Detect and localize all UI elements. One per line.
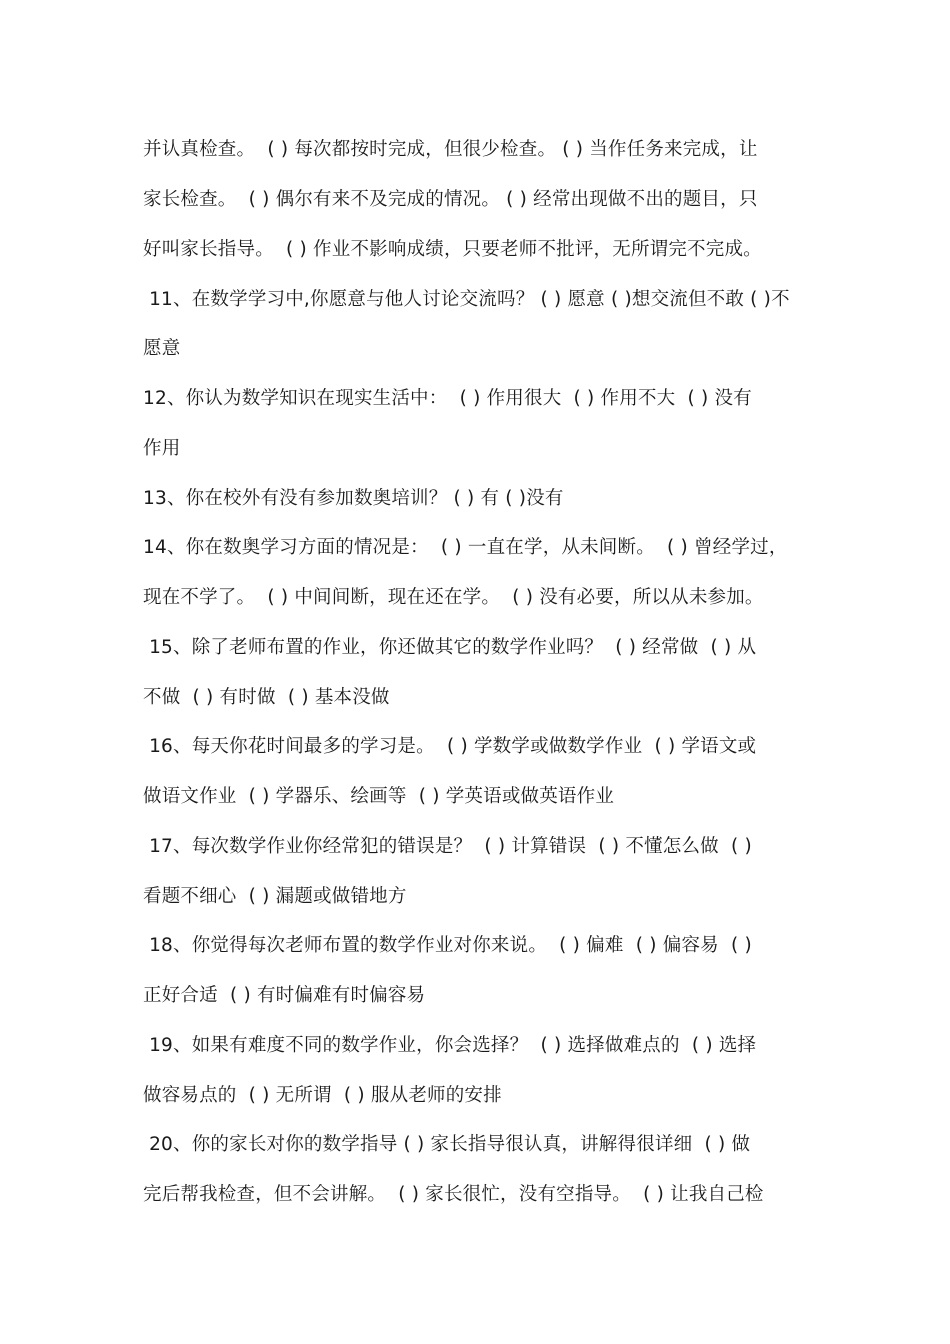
text-line: 看题不细心 ( ) 漏题或做错地方 bbox=[143, 886, 407, 907]
question-17: 17、每次数学作业你经常犯的错误是？ ( ) 计算错误 ( ) 不懂怎么做 ( ) bbox=[143, 836, 752, 857]
text-line: 做容易点的 ( ) 无所谓 ( ) 服从老师的安排 bbox=[143, 1085, 502, 1106]
text-line: 家长检查。 ( ) 偶尔有来不及完成的情况。 ( ) 经常出现做不出的题目，只 bbox=[143, 189, 758, 210]
question-15: 15、除了老师布置的作业，你还做其它的数学作业吗？ ( ) 经常做 ( ) 从 bbox=[143, 637, 757, 658]
text-line: 完后帮我检查，但不会讲解。 ( ) 家长很忙，没有空指导。 ( ) 让我自己检 bbox=[143, 1184, 764, 1205]
question-19: 19、如果有难度不同的数学作业，你会选择？ ( ) 选择做难点的 ( ) 选择 bbox=[143, 1035, 757, 1056]
question-11: 11、在数学学习中,你愿意与他人讨论交流吗？ ( ) 愿意 ( )想交流但不敢 ( )不 bbox=[143, 289, 790, 310]
text-line: 正好合适 ( ) 有时偏难有时偏容易 bbox=[143, 985, 426, 1006]
text-line: 现在不学了。 ( ) 中间间断，现在还在学。 ( ) 没有必要，所以从未参加。 bbox=[143, 587, 764, 608]
question-12: 12、你认为数学知识在现实生活中： ( ) 作用很大 ( ) 作用不大 ( ) 没有 bbox=[143, 388, 752, 409]
question-13: 13、你在校外有没有参加数奥培训？ ( ) 有 ( )没有 bbox=[143, 488, 564, 509]
text-line: 作用 bbox=[143, 438, 181, 459]
question-14: 14、你在数奥学习方面的情况是： ( ) 一直在学，从未间断。 ( ) 曾经学过， bbox=[143, 537, 788, 558]
text-line: 并认真检查。 ( ) 每次都按时完成，但很少检查。 ( ) 当作任务来完成，让 bbox=[143, 139, 758, 160]
text-line: 好叫家长指导。 ( ) 作业不影响成绩，只要老师不批评，无所谓完不完成。 bbox=[143, 239, 762, 260]
text-line: 愿意 bbox=[143, 338, 181, 359]
text-line: 不做 ( ) 有时做 ( ) 基本没做 bbox=[143, 687, 390, 708]
question-18: 18、你觉得每次老师布置的数学作业对你来说。 ( ) 偏难 ( ) 偏容易 ( ) bbox=[143, 935, 752, 956]
text-line: 做语文作业 ( ) 学器乐、绘画等 ( ) 学英语或做英语作业 bbox=[143, 786, 615, 807]
question-20: 20、你的家长对你的数学指导 ( ) 家长指导很认真，讲解得很详细 ( ) 做 bbox=[143, 1134, 751, 1155]
question-16: 16、每天你花时间最多的学习是。 ( ) 学数学或做数学作业 ( ) 学语文或 bbox=[143, 736, 757, 757]
